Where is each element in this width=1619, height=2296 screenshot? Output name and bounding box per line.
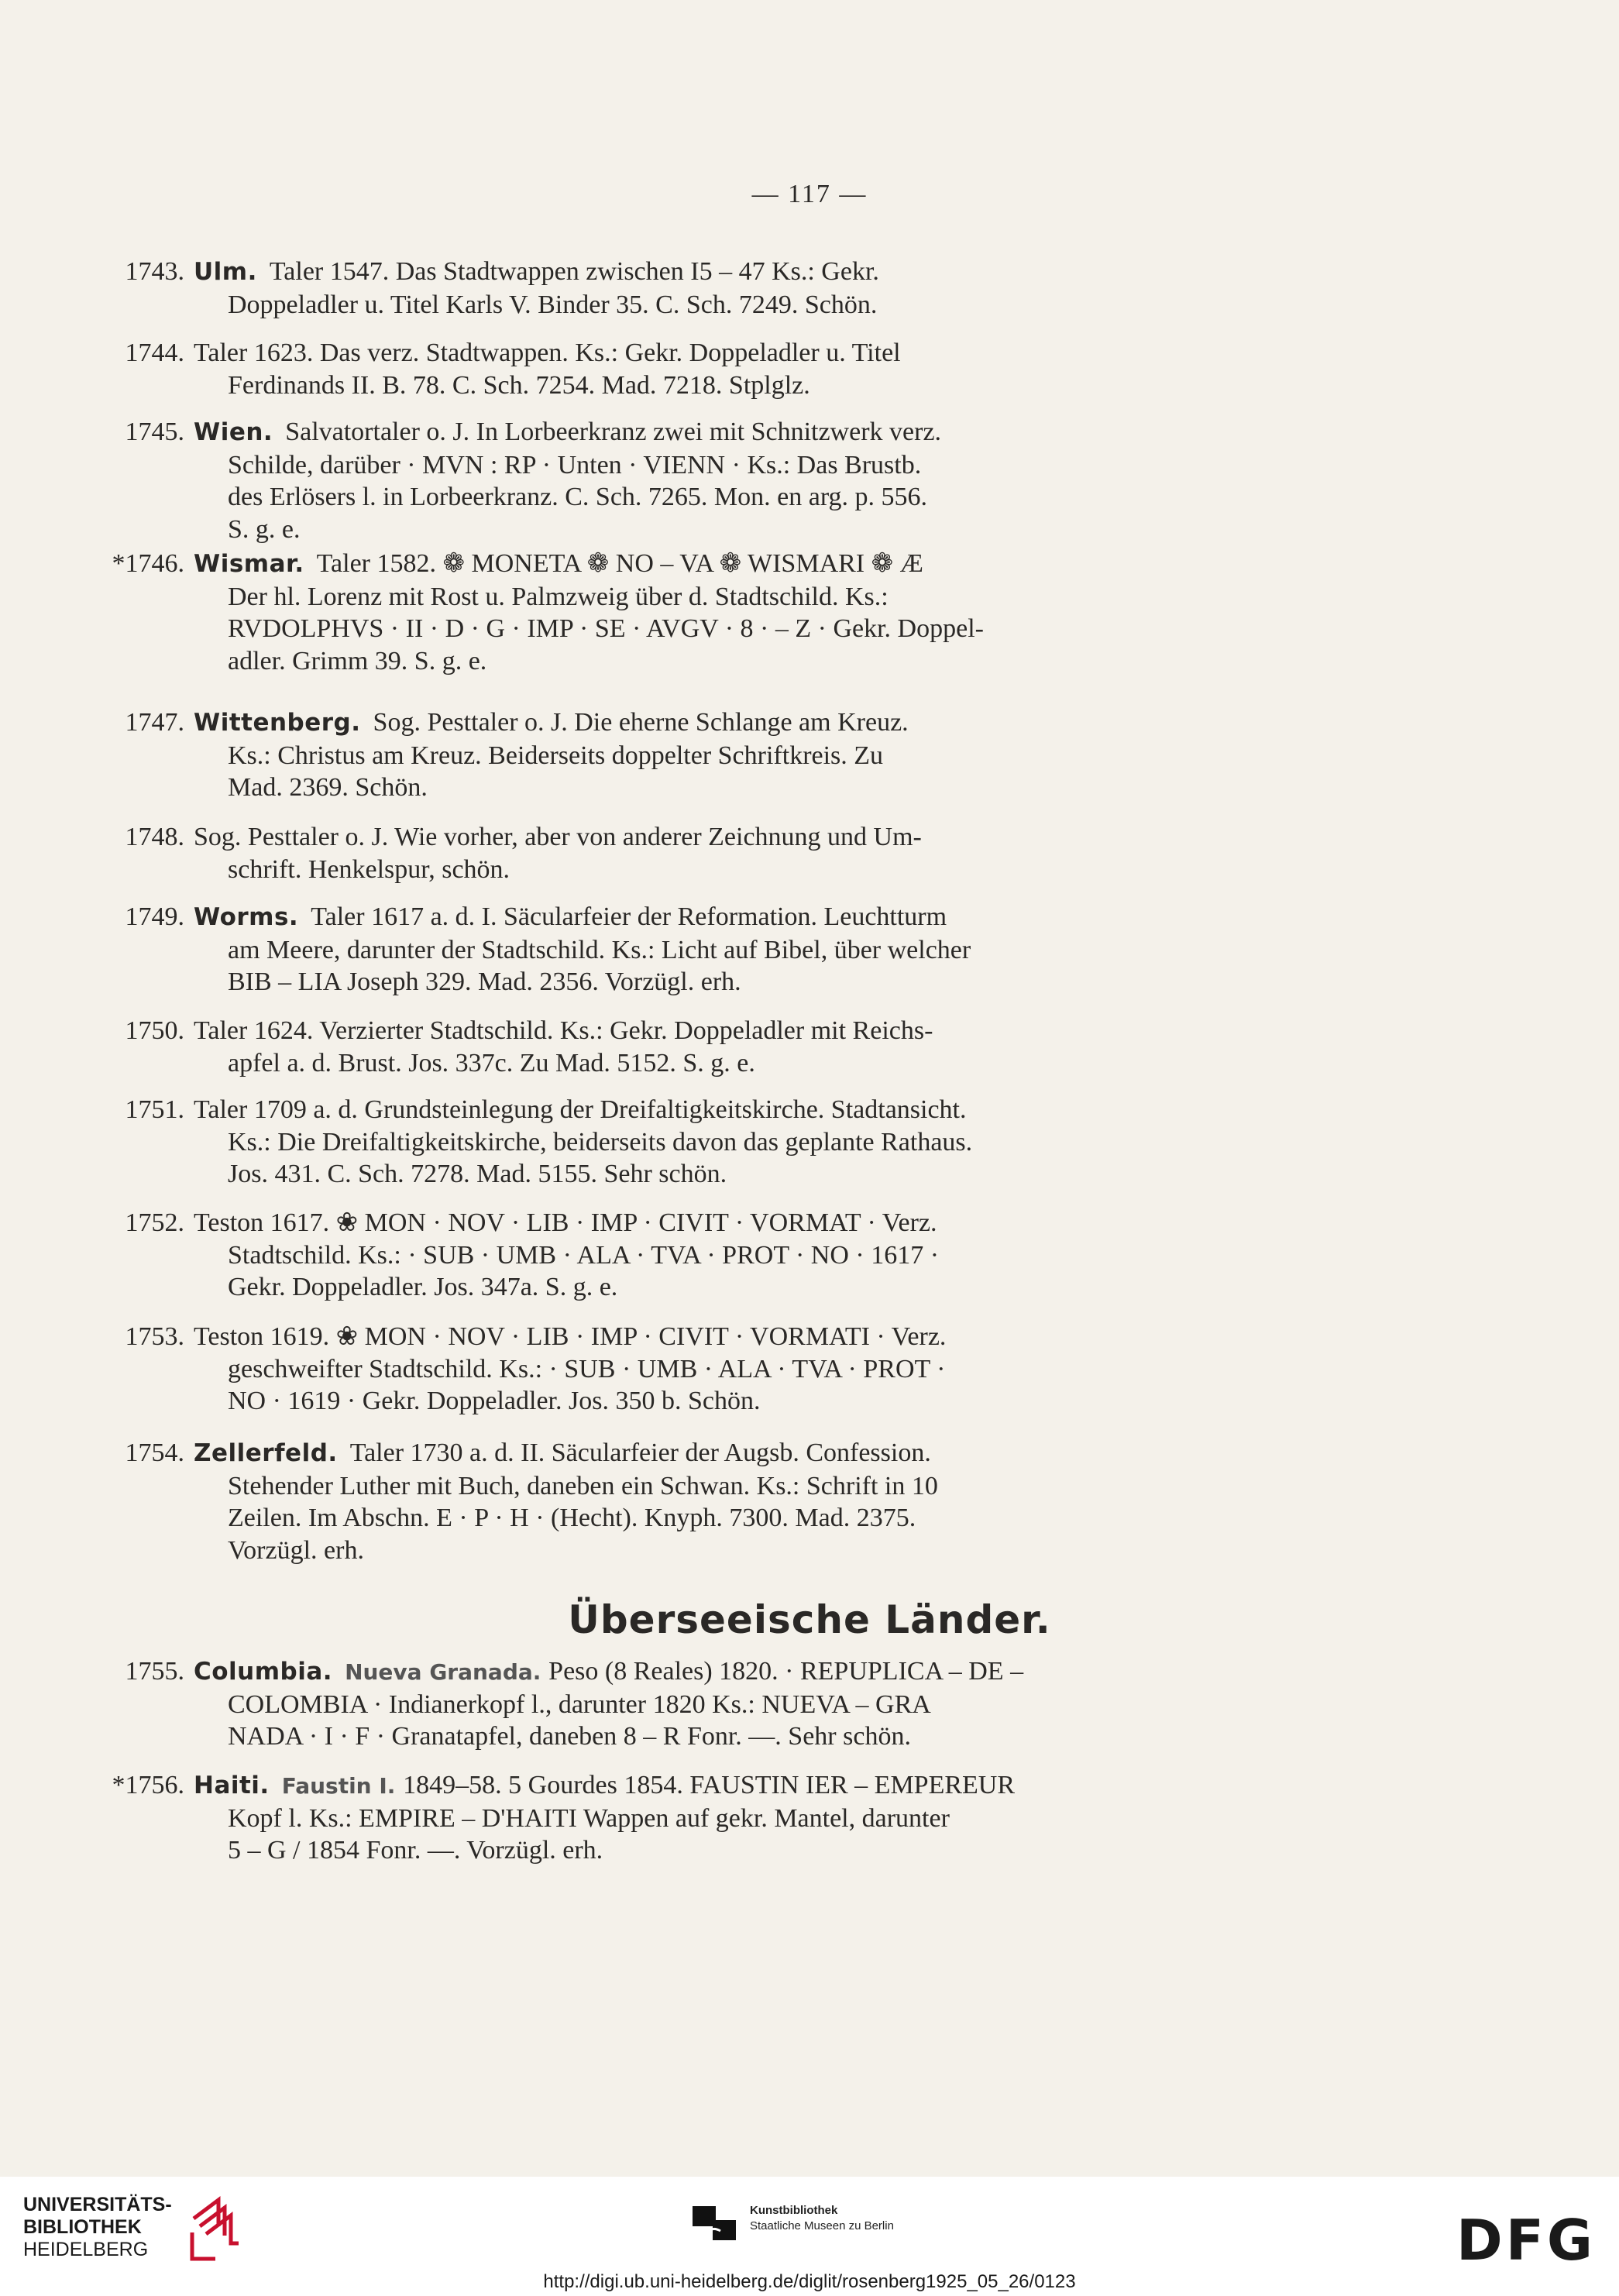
entry-line bbox=[194, 289, 1255, 321]
uni-logo-line2: BIBLIOTHEK bbox=[23, 2216, 142, 2238]
uni-heidelberg-icon bbox=[184, 2195, 246, 2263]
entry-text: apfel a. d. Brust. Jos. 337c. Zu Mad. 5152. S. g. e. bbox=[228, 1048, 755, 1078]
entry-number: 1752. bbox=[125, 1208, 184, 1237]
catalog-entry bbox=[125, 416, 1255, 545]
entry-line bbox=[194, 1385, 1255, 1418]
entry-number: 1755. bbox=[125, 1657, 184, 1686]
entry-line bbox=[194, 256, 1255, 289]
catalog-entry bbox=[125, 1015, 1255, 1079]
entry-place: Zellerfeld. bbox=[194, 1439, 338, 1467]
entry-text: Mad. 2369. Schön. bbox=[228, 773, 428, 802]
catalog-entry bbox=[112, 548, 1255, 677]
entry-text: Stehender Luther mit Buch, daneben ein Schwan. Ks.: Schrift in 10 bbox=[228, 1471, 938, 1500]
entry-line bbox=[194, 1126, 1255, 1159]
entry-text: Taler 1617 a. d. I. Säcularfeier der Reformation. Leuchtturm bbox=[311, 902, 947, 931]
entry-line bbox=[194, 481, 1255, 514]
entry-number: 1754. bbox=[125, 1438, 184, 1467]
catalog-entry bbox=[125, 706, 1255, 804]
entry-number: 1745. bbox=[125, 418, 184, 446]
uni-logo-line3: HEIDELBERG bbox=[23, 2239, 149, 2260]
entry-text: Sog. Pesttaler o. J. Die eherne Schlange am Kreuz. bbox=[373, 708, 909, 737]
entry-line bbox=[194, 854, 1255, 886]
kunstbibliothek-icon bbox=[689, 2203, 739, 2243]
catalog-entry bbox=[125, 901, 1255, 998]
entry-text: schrift. Henkelspur, schön. bbox=[228, 854, 510, 884]
entry-number: 1751. bbox=[125, 1095, 184, 1124]
entry-line bbox=[194, 966, 1255, 998]
dfg-logo[interactable]: DFG bbox=[1456, 2208, 1596, 2273]
section-heading: Überseeische Länder. bbox=[568, 1597, 1051, 1642]
entry-place: Wismar. bbox=[194, 550, 304, 578]
entry-line bbox=[194, 514, 1255, 546]
entry-text: Taler 1730 a. d. II. Säcularfeier der Augsb. Confession. bbox=[349, 1438, 931, 1467]
entry-line bbox=[194, 1271, 1255, 1304]
page-number: — 117 — bbox=[751, 180, 868, 208]
catalog-entry bbox=[112, 1769, 1255, 1867]
entry-text: Teston 1617. ❀ MON · NOV · LIB · IMP · CIVIT · VORMAT · Verz. bbox=[194, 1208, 937, 1237]
kb-logo-subtitle: Staatliche Museen zu Berlin bbox=[750, 2219, 894, 2232]
entry-text: Teston 1619. ❀ MON · NOV · LIB · IMP · CIVIT · VORMATI · Verz. bbox=[194, 1322, 947, 1351]
entry-line bbox=[194, 1437, 1255, 1470]
entry-line bbox=[194, 1047, 1255, 1080]
entry-text: Vorzügl. erh. bbox=[228, 1535, 364, 1565]
entry-line bbox=[194, 1769, 1255, 1803]
entry-text: NO · 1619 · Gekr. Doppeladler. Jos. 350 b. Schön. bbox=[228, 1387, 761, 1415]
entry-line bbox=[194, 1470, 1255, 1503]
entry-number: 1747. bbox=[125, 708, 184, 737]
catalog-entry bbox=[125, 1321, 1255, 1418]
entry-text: S. g. e. bbox=[228, 514, 301, 544]
entry-text: Zeilen. Im Abschn. E · P · H · (Hecht). Knyph. 7300. Mad. 2375. bbox=[228, 1504, 916, 1532]
entry-line bbox=[194, 706, 1255, 740]
entry-text: des Erlösers l. in Lorbeerkranz. C. Sch. 7265. Mon. en arg. p. 556. bbox=[228, 483, 928, 511]
entry-line bbox=[194, 901, 1255, 934]
university-library-logo[interactable] bbox=[23, 2194, 256, 2263]
catalog-entry bbox=[125, 1207, 1255, 1304]
entry-subplace: Nueva Granada. bbox=[345, 1659, 549, 1685]
entry-place: Wien. bbox=[194, 418, 273, 446]
catalog-entry bbox=[125, 256, 1255, 321]
entry-line bbox=[194, 1834, 1255, 1867]
kunstbibliothek-logo[interactable] bbox=[689, 2200, 937, 2246]
entry-number: *1756. bbox=[112, 1771, 184, 1799]
entry-number: 1750. bbox=[125, 1016, 184, 1045]
entry-text: Sog. Pesttaler o. J. Wie vorher, aber von anderer Zeichnung und Um- bbox=[194, 823, 922, 851]
entry-text: geschweifter Stadtschild. Ks.: · SUB · UMB · ALA · TVA · PROT · bbox=[228, 1354, 946, 1383]
entry-line bbox=[194, 1502, 1255, 1535]
entry-line bbox=[194, 1207, 1255, 1239]
entry-line bbox=[194, 1535, 1255, 1567]
entry-text: Salvatortaler o. J. In Lorbeerkranz zwei mit Schnitzwerk verz. bbox=[285, 418, 942, 446]
entry-text: RVDOLPHVS · II · D · G · IMP · SE · AVGV · 8 · – Z · Gekr. Doppel- bbox=[228, 614, 984, 643]
entry-text: Taler 1623. Das verz. Stadtwappen. Ks.: Gekr. Doppeladler u. Titel bbox=[194, 339, 901, 367]
entry-line bbox=[194, 613, 1255, 645]
permalink-url[interactable]: http://digi.ub.uni-heidelberg.de/diglit/rosenberg1925_05_26/0123 bbox=[543, 2271, 1076, 2292]
entry-line bbox=[194, 581, 1255, 614]
entry-text: 1849–58. 5 Gourdes 1854. FAUSTIN IER – EMPEREUR bbox=[403, 1771, 1016, 1799]
entry-line bbox=[194, 416, 1255, 449]
entry-text: 5 – G / 1854 Fonr. —. Vorzügl. erh. bbox=[228, 1836, 603, 1865]
entry-number: 1749. bbox=[125, 902, 184, 931]
entry-text: Taler 1582. ❁ MONETA ❁ NO – VA ❁ WISMARI ❁ Æ bbox=[316, 549, 923, 578]
entry-number: 1744. bbox=[125, 339, 184, 367]
entry-text: Der hl. Lorenz mit Rost u. Palmzweig über d. Stadtschild. Ks.: bbox=[228, 582, 889, 611]
entry-line bbox=[194, 645, 1255, 678]
entry-place: Columbia. bbox=[194, 1658, 333, 1686]
entry-line bbox=[194, 548, 1255, 581]
catalog-entry bbox=[125, 1094, 1255, 1191]
entry-text: Stadtschild. Ks.: · SUB · UMB · ALA · TVA · PROT · NO · 1617 · bbox=[228, 1240, 940, 1270]
entry-line bbox=[194, 1689, 1255, 1721]
entry-line bbox=[194, 1803, 1255, 1835]
entry-line bbox=[194, 369, 1255, 402]
entry-text: NADA · I · F · Granatapfel, daneben 8 – R Fonr. —. Sehr schön. bbox=[228, 1722, 911, 1751]
entry-number: 1748. bbox=[125, 823, 184, 851]
catalog-entry bbox=[125, 821, 1255, 885]
catalog-entry bbox=[125, 337, 1255, 401]
entry-text: am Meere, darunter der Stadtschild. Ks.: Licht auf Bibel, über welcher bbox=[228, 935, 971, 964]
catalog-entry bbox=[125, 1437, 1255, 1566]
entry-place: Haiti. bbox=[194, 1772, 270, 1799]
entry-line bbox=[194, 449, 1255, 482]
entry-line bbox=[194, 1720, 1255, 1753]
entry-line bbox=[194, 740, 1255, 772]
entry-text: adler. Grimm 39. S. g. e. bbox=[228, 646, 487, 675]
entry-number: 1753. bbox=[125, 1322, 184, 1351]
entry-text: Peso (8 Reales) 1820. · REPUPLICA – DE – bbox=[548, 1657, 1024, 1686]
kb-logo-title: Kunstbibliothek bbox=[750, 2204, 838, 2217]
entry-line bbox=[194, 772, 1255, 804]
entry-line bbox=[194, 1239, 1255, 1272]
entry-text: Doppeladler u. Titel Karls V. Binder 35. C. Sch. 7249. Schön. bbox=[228, 290, 878, 319]
entry-text: Ferdinands II. B. 78. C. Sch. 7254. Mad. 7218. Stplglz. bbox=[228, 370, 810, 400]
entry-text: Gekr. Doppeladler. Jos. 347a. S. g. e. bbox=[228, 1273, 618, 1301]
entry-text: Ks.: Die Dreifaltigkeitskirche, beiderseits davon das geplante Rathaus. bbox=[228, 1127, 973, 1157]
entry-line bbox=[194, 1094, 1255, 1126]
entry-line bbox=[194, 934, 1255, 967]
entry-line bbox=[194, 1158, 1255, 1191]
entry-line bbox=[194, 1655, 1255, 1689]
entry-text: Ks.: Christus am Kreuz. Beiderseits doppelter Schriftkreis. Zu bbox=[228, 741, 884, 770]
entry-line bbox=[194, 1353, 1255, 1386]
entry-number: *1746. bbox=[112, 549, 184, 578]
entry-text: Taler 1547. Das Stadtwappen zwischen I5 – 47 Ks.: Gekr. bbox=[269, 257, 879, 286]
entry-line bbox=[194, 1015, 1255, 1047]
entry-place: Worms. bbox=[194, 903, 299, 931]
entry-place: Wittenberg. bbox=[194, 709, 361, 737]
entry-text: Kopf l. Ks.: EMPIRE – D'HAITI Wappen auf gekr. Mantel, darunter bbox=[228, 1803, 950, 1833]
entry-number: 1743. bbox=[125, 257, 184, 286]
entry-text: Schilde, darüber · MVN : RP · Unten · VIENN · Ks.: Das Brustb. bbox=[228, 450, 922, 479]
entry-line bbox=[194, 337, 1255, 369]
entry-subplace: Faustin I. bbox=[281, 1773, 404, 1799]
entry-line bbox=[194, 821, 1255, 854]
entry-line bbox=[194, 1321, 1255, 1353]
uni-logo-line1: UNIVERSITÄTS- bbox=[23, 2194, 172, 2215]
entry-text: Jos. 431. C. Sch. 7278. Mad. 5155. Sehr schön. bbox=[228, 1160, 727, 1188]
entry-place: Ulm. bbox=[194, 258, 257, 286]
entry-text: BIB – LIA Joseph 329. Mad. 2356. Vorzügl. erh. bbox=[228, 968, 741, 996]
catalog-entry bbox=[125, 1655, 1255, 1753]
footer-bar bbox=[0, 2177, 1619, 2296]
entry-text: COLOMBIA · Indianerkopf l., darunter 1820 Ks.: NUEVA – GRA bbox=[228, 1689, 931, 1719]
entry-text: Taler 1709 a. d. Grundsteinlegung der Dreifaltigkeitskirche. Stadtansicht. bbox=[194, 1095, 967, 1124]
entry-text: Taler 1624. Verzierter Stadtschild. Ks.: Gekr. Doppeladler mit Reichs- bbox=[194, 1016, 933, 1045]
